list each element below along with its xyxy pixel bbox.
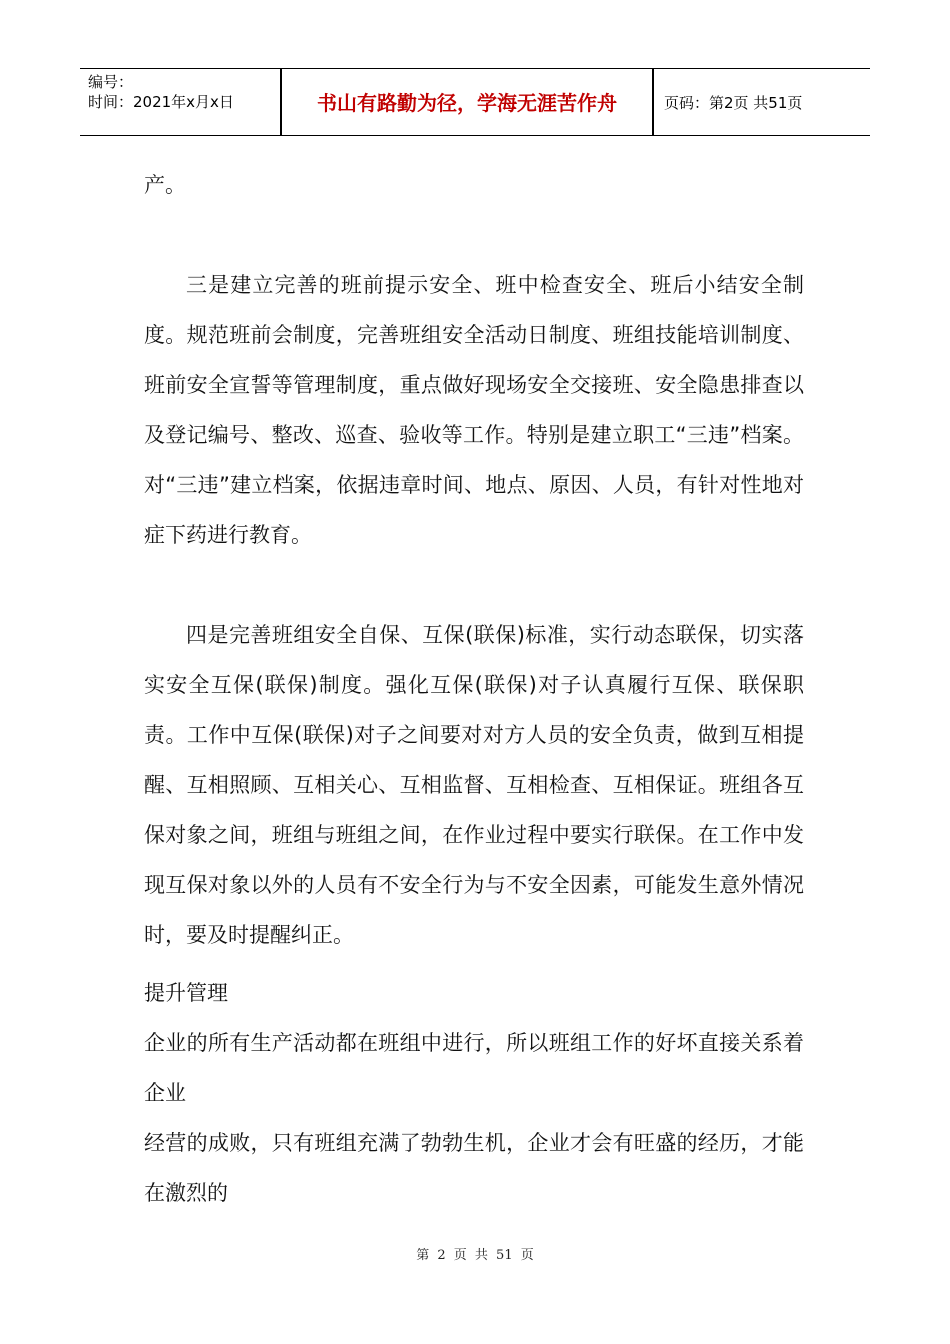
header-divider-right	[652, 69, 654, 135]
header-page-info: 页码：第2页 共51页	[664, 94, 803, 112]
header-motto: 书山有路勤为径，学海无涯苦作舟	[317, 91, 617, 115]
page-header	[80, 68, 870, 136]
paragraph-line-2: 经营的成败，只有班组充满了勃勃生机，企业才会有旺盛的经历，才能在激烈的	[144, 1131, 804, 1205]
document-body	[144, 160, 804, 1218]
paragraph-four: 四是完善班组安全自保、互保(联保)标准，实行动态联保，切实落实安全互保(联保)制度。强化互保(联保)对子认真履行互保、联保职责。工作中互保(联保)对子之间要对对方人员的安全负责，做到互相提醒、互相照顾、互相关心、互相监督、互相检查、互相保证。班组各互保对象之间，班组与班组之间，在作业过程中要实行联保。在工作中发现互保对象以外的人员有不安全行为与不安全因素，可能发生意外情况时，要及时提醒纠正。	[144, 623, 804, 947]
document-number-label: 编号：	[88, 73, 134, 91]
document-date-label: 时间：2021年x月x日	[88, 93, 234, 111]
section-heading: 提升管理	[144, 981, 228, 1005]
paragraph-continuation: 产。	[144, 173, 186, 197]
paragraph-line-1: 企业的所有生产活动都在班组中进行，所以班组工作的好坏直接关系着企业	[144, 1031, 804, 1105]
paragraph-three: 三是建立完善的班前提示安全、班中检查安全、班后小结安全制度。规范班前会制度，完善班组安全活动日制度、班组技能培训制度、班前安全宣誓等管理制度，重点做好现场安全交接班、安全隐患排查以及登记编号、整改、巡查、验收等工作。特别是建立职工“三违”档案。对“三违”建立档案，依据违章时间、地点、原因、人员，有针对性地对症下药进行教育。	[144, 273, 804, 547]
header-meta	[88, 72, 234, 112]
page-footer: 第 2 页 共 51 页	[416, 1248, 534, 1263]
